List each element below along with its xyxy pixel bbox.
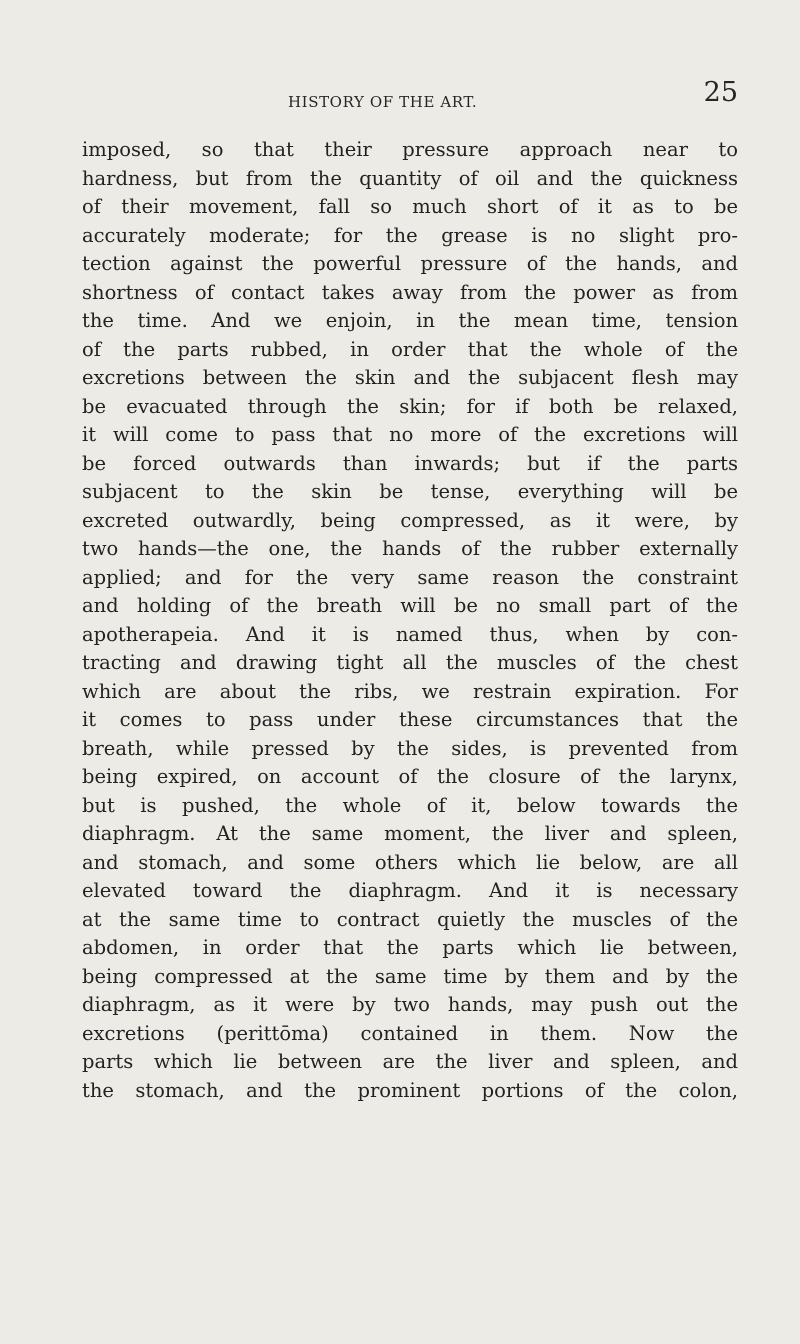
text-line: at the same time to contract quietly the muscles of the <box>82 907 738 931</box>
text-line: be evacuated through the skin; for if both be relaxed, <box>82 394 738 418</box>
text-line: of their movement, fall so much short of it as to be <box>82 195 738 218</box>
text-line: apotherapeia. And it is named thus, when by con- <box>82 622 738 646</box>
running-head <box>80 75 738 115</box>
running-title: HISTORY OF THE ART. <box>288 93 478 111</box>
text-line: being compressed at the same time by them and by the <box>82 964 738 988</box>
text-line: but is pushed, the whole of it, below towards the <box>82 793 738 817</box>
body-text <box>82 136 738 1105</box>
text-line: which are about the ribs, we restrain expiration. For <box>82 679 738 703</box>
text-line: subjacent to the skin be tense, everything will be <box>82 480 738 503</box>
text-line: applied; and for the very same reason the constraint <box>82 565 738 589</box>
page-number: 25 <box>703 77 738 108</box>
text-line: two hands—the one, the hands of the rubber externally <box>82 537 738 560</box>
text-line: it will come to pass that no more of the excretions will <box>82 423 738 446</box>
text-line: diaphragm, as it were by two hands, may push out the <box>82 993 738 1016</box>
text-line: parts which lie between are the liver and spleen, and <box>82 1050 738 1073</box>
text-line: shortness of contact takes away from the power as from <box>82 280 738 304</box>
text-line: excretions between the skin and the subjacent flesh may <box>82 366 738 389</box>
text-line: imposed, so that their pressure approach near to <box>82 138 738 161</box>
text-line: being expired, on account of the closure of the larynx, <box>82 765 738 788</box>
text-line: be forced outwards than inwards; but if the parts <box>82 451 738 475</box>
text-line: breath, while pressed by the sides, is prevented from <box>82 736 738 760</box>
text-line: elevated toward the diaphragm. And it is necessary <box>82 879 738 902</box>
text-line: tection against the powerful pressure of the hands, and <box>82 252 738 275</box>
text-line: tracting and drawing tight all the muscles of the chest <box>82 651 738 674</box>
text-line: it comes to pass under these circumstances that the <box>82 708 738 731</box>
text-line: the time. And we enjoin, in the mean time, tension <box>82 309 738 332</box>
text-line: excreted outwardly, being compressed, as it were, by <box>82 508 738 532</box>
text-line: diaphragm. At the same moment, the liver and spleen, <box>82 822 738 845</box>
text-line: of the parts rubbed, in order that the whole of the <box>82 337 738 361</box>
text-line: the stomach, and the prominent portions of the colon, <box>82 1078 738 1102</box>
text-line: hardness, but from the quantity of oil and the quickness <box>82 166 738 190</box>
text-line: and stomach, and some others which lie below, are all <box>82 850 738 874</box>
text-line: abdomen, in order that the parts which lie between, <box>82 936 738 959</box>
text-line: accurately moderate; for the grease is no slight pro- <box>82 223 738 247</box>
text-line: excretions (perittōma) contained in them. Now the <box>82 1021 738 1045</box>
text-line: and holding of the breath will be no small part of the <box>82 594 738 617</box>
